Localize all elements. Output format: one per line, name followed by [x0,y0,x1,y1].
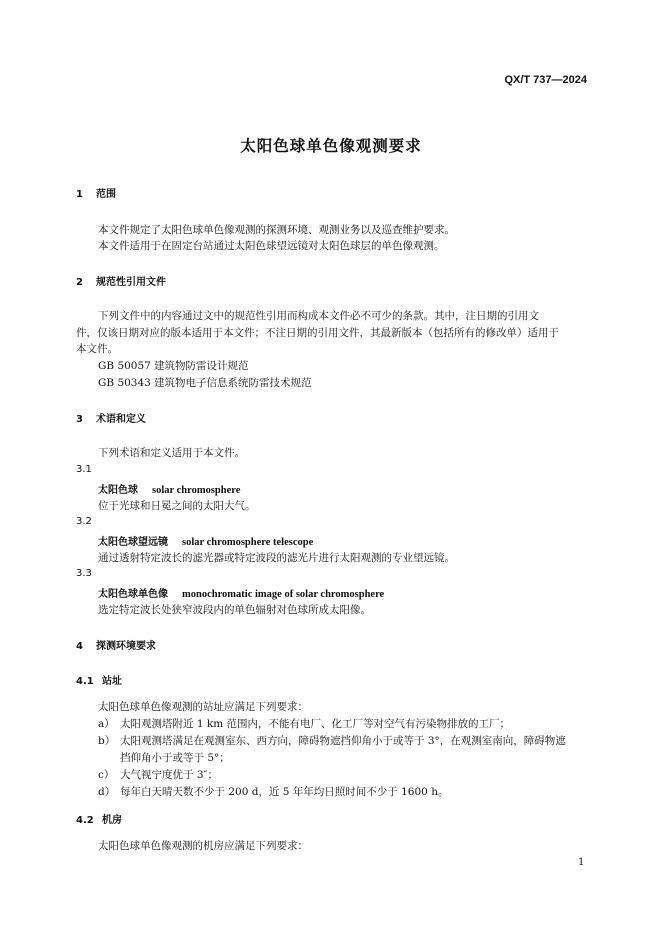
list-marker: b） [98,735,116,747]
section-title: 范围 [96,189,116,200]
list-text: 每年白天晴天数不少于 200 d，近 5 年年均日照时间不少于 1600 h。 [120,786,449,798]
term-definition: 位于光球和日冕之间的太阳大气。 [98,500,256,512]
paragraph-line: 本文件。 [76,343,118,355]
subsection-title: 机房 [102,815,122,826]
section-title: 术语和定义 [96,414,146,425]
section-number: 2 [76,277,83,288]
term-number: 3.3 [76,568,92,579]
section-number: 3 [76,414,83,425]
document-title: 太阳色球单色像观测要求 [240,137,422,155]
term-zh: 太阳色球望远镜 [98,537,168,548]
paragraph: 下列术语和定义适用于本文件。 [98,447,245,459]
subsection-4-2-heading [76,811,122,826]
page-number: 1 [578,857,585,868]
section-1-heading [76,185,116,200]
paragraph-line: 下列文件中的内容通过文中的规范性引用而构成本文件必不可少的条款。其中，注日期的引用文 [98,310,539,322]
paragraph: 太阳色球单色像观测的机房应满足下列要求： [98,840,308,852]
reference-code: GB 50057 [98,360,151,372]
reference-title: 建筑物防雷设计规范 [154,360,249,372]
section-2-heading [76,273,166,288]
reference-title: 建筑物电子信息系统防雷技术规范 [154,377,312,389]
subsection-number: 4.1 [76,676,94,687]
term-en: solar chromosphere [152,485,241,496]
paragraph: 本文件规定了太阳色球单色像观测的探测环境、观测业务以及巡查维护要求。 [98,224,455,236]
term-number: 3.2 [76,516,92,527]
subsection-4-1-heading [76,672,122,687]
term-zh: 太阳色球 [98,485,138,496]
term-definition: 选定特定波长处狭窄波段内的单色辐射对色球所成太阳像。 [98,604,371,616]
term-en: monochromatic image of solar chromosphere [182,589,385,600]
subsection-number: 4.2 [76,815,94,826]
list-text: 太阳观测塔附近 1 km 范围内，不能有电厂、化工厂等对空气有污染物排放的工厂； [120,718,511,730]
section-number: 1 [76,189,83,200]
term-en: solar chromosphere telescope [182,537,314,548]
paragraph: 本文件适用于在固定台站通过太阳色球望远镜对太阳色球层的单色像观测。 [98,240,445,252]
list-marker: d） [98,786,116,798]
subsection-title: 站址 [102,676,122,687]
section-number: 4 [76,641,83,652]
list-marker: c） [98,769,115,781]
normative-reference [98,375,312,390]
list-text: 大气视宁度优于 3″； [120,769,218,781]
reference-code: GB 50343 [98,377,151,389]
paragraph-line: 件，仅该日期对应的版本适用于本文件；不注日期的引用文件，其最新版本（包括所有的修改单）适用于 [76,327,559,339]
section-3-heading [76,410,146,425]
section-title: 探测环境要求 [96,641,156,652]
term-entry [98,481,240,496]
list-item [98,716,510,731]
normative-reference [98,358,249,373]
list-text-continuation: 挡仰角小于或等于 5°； [120,752,230,764]
list-text: 太阳观测塔满足在观测室东、西方向，障碍物遮挡仰角小于或等于 3°，在观测室南向，障碍物遮 [120,735,566,747]
section-title: 规范性引用文件 [96,277,166,288]
term-number: 3.1 [76,464,92,475]
standard-number: QX/T 737—2024 [504,74,587,86]
list-marker: a） [98,718,115,730]
term-entry [98,585,384,600]
list-item [98,767,218,782]
term-definition: 通过透射特定波长的滤光器或特定波段的滤光片进行太阳观测的专业望远镜。 [98,552,455,564]
term-zh: 太阳色球单色像 [98,589,168,600]
section-4-heading [76,637,156,652]
list-item [98,784,448,799]
paragraph: 太阳色球单色像观测的站址应满足下列要求： [98,701,308,713]
term-entry [98,533,313,548]
list-item [98,733,566,748]
